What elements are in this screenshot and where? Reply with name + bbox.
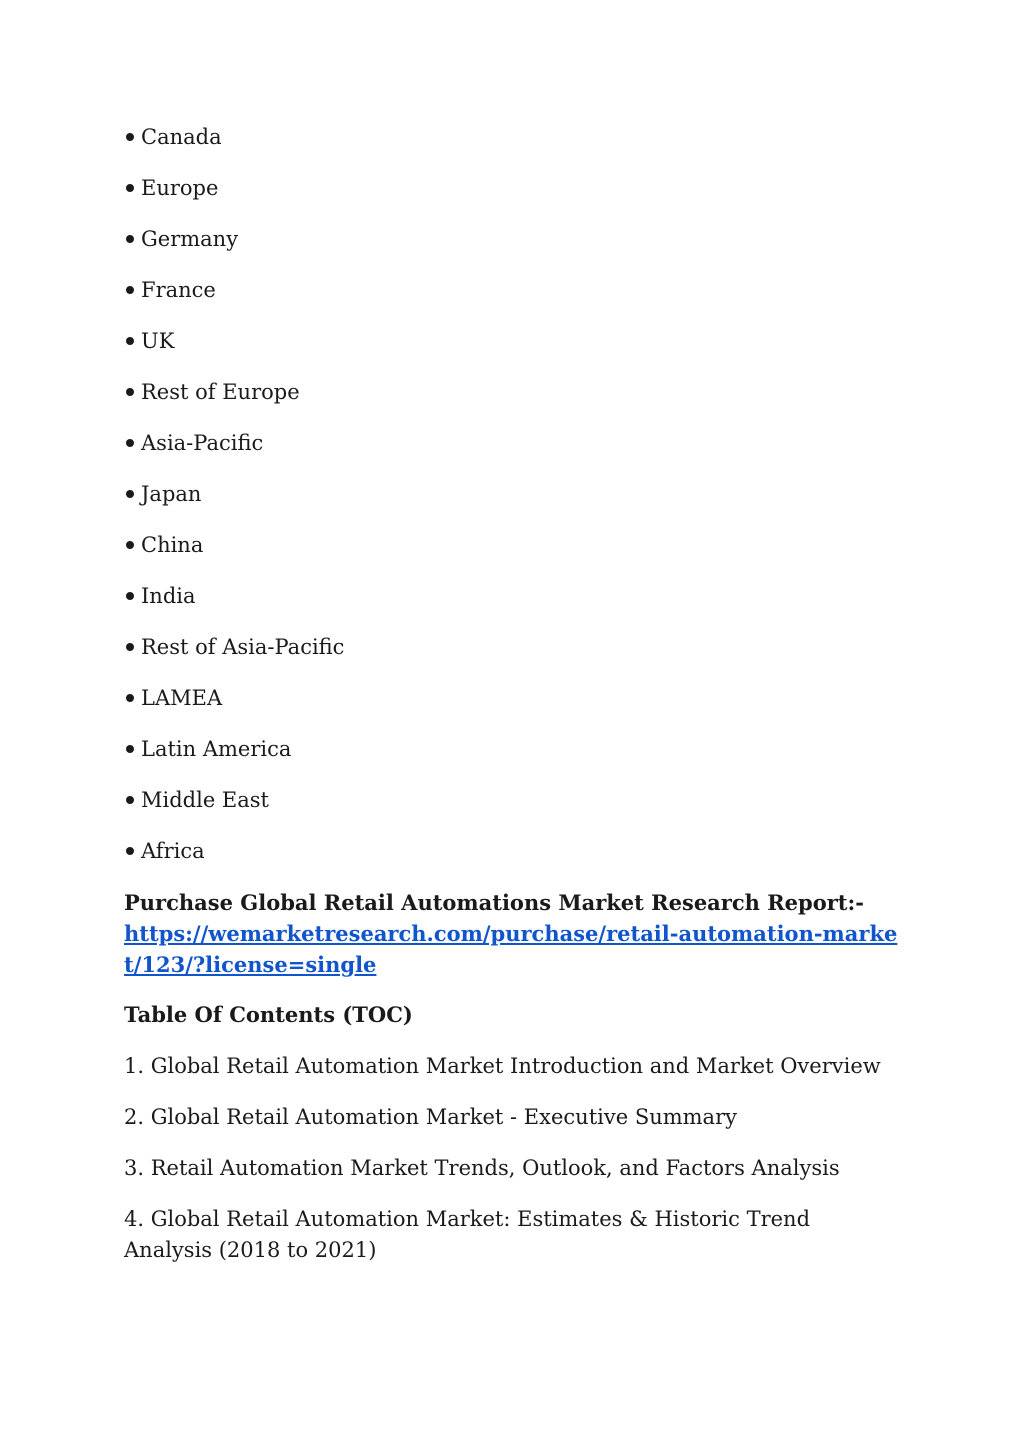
purchase-link[interactable]: https://wemarketresearch.com/purchase/retail-automation-market/123/?license=single [124, 921, 898, 977]
list-item [124, 428, 904, 458]
bullet-icon [126, 796, 134, 804]
bullet-icon [126, 490, 134, 498]
toc-item: 3. Retail Automation Market Trends, Outlook, and Factors Analysis [124, 1156, 840, 1180]
bullet-icon [126, 643, 134, 651]
bullet-icon [126, 235, 134, 243]
list-item [124, 224, 904, 254]
region-label: Japan [141, 482, 202, 506]
list-item [124, 173, 904, 203]
region-label: Rest of Asia-Pacific [141, 635, 345, 659]
bullet-icon [126, 541, 134, 549]
purchase-paragraph [124, 887, 904, 980]
bullet-icon [126, 439, 134, 447]
region-list [124, 122, 904, 866]
list-item [124, 530, 904, 560]
toc-list [124, 1051, 904, 1266]
toc-item: 4. Global Retail Automation Market: Estimates & Historic Trend Analysis (2018 to 2021) [124, 1207, 811, 1262]
list-item [124, 479, 904, 509]
document-page [124, 122, 904, 1286]
list-item [124, 326, 904, 356]
region-label: LAMEA [141, 686, 223, 710]
bullet-icon [126, 184, 134, 192]
list-item [124, 122, 904, 152]
bullet-icon [126, 133, 134, 141]
region-label: Middle East [141, 788, 269, 812]
list-item [124, 581, 904, 611]
region-label: Canada [141, 125, 222, 149]
region-label: Latin America [141, 737, 292, 761]
region-label: Rest of Europe [141, 380, 300, 404]
list-item [124, 377, 904, 407]
bullet-icon [126, 337, 134, 345]
list-item [124, 836, 904, 866]
toc-heading: Table Of Contents (TOC) [124, 1002, 413, 1027]
bullet-icon [126, 388, 134, 396]
region-label: Asia-Pacific [141, 431, 264, 455]
region-label: Africa [141, 839, 205, 863]
bullet-icon [126, 286, 134, 294]
region-label: Germany [141, 227, 239, 251]
bullet-icon [126, 592, 134, 600]
bullet-icon [126, 745, 134, 753]
bullet-icon [126, 847, 134, 855]
list-item [124, 275, 904, 305]
list-item [124, 734, 904, 764]
list-item [124, 632, 904, 662]
list-item [124, 785, 904, 815]
region-label: Europe [141, 176, 219, 200]
region-label: UK [141, 329, 175, 353]
purchase-label: Purchase Global Retail Automations Market Research Report:- [124, 890, 864, 915]
bullet-icon [126, 694, 134, 702]
region-label: China [141, 533, 204, 557]
toc-item: 2. Global Retail Automation Market - Executive Summary [124, 1105, 737, 1129]
toc-item: 1. Global Retail Automation Market Introduction and Market Overview [124, 1054, 881, 1078]
list-item [124, 683, 904, 713]
region-label: France [141, 278, 216, 302]
region-label: India [141, 584, 196, 608]
